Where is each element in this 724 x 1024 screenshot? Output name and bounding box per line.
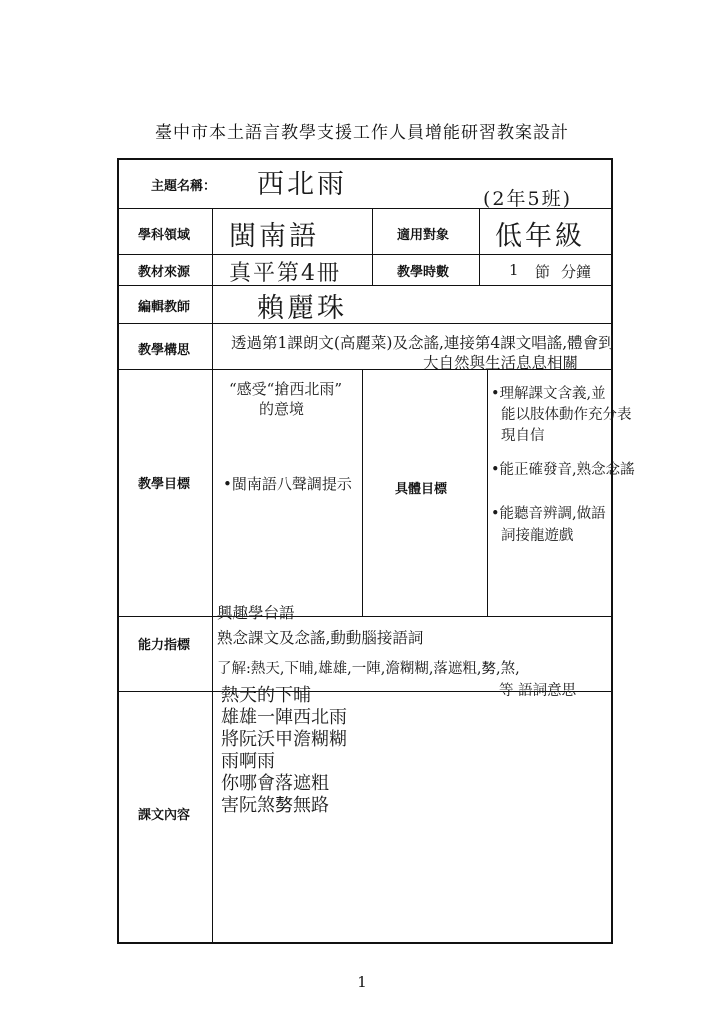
time-minutes: 分鐘	[561, 263, 592, 281]
class-note: (2年5班)	[483, 188, 573, 210]
time-label: 教學時數	[397, 265, 450, 280]
row-divider	[119, 616, 611, 617]
time-count: 1	[509, 261, 519, 279]
column-divider	[487, 369, 488, 616]
ability-line: 興趣學台語	[217, 604, 295, 622]
row-divider	[119, 323, 611, 324]
time-unit: 節	[535, 263, 551, 281]
ability-line: 熟念課文及念謠,動動腦接語詞	[217, 629, 424, 647]
editor-value: 賴麗珠	[257, 293, 347, 324]
concept-label: 教學構思	[138, 343, 191, 358]
text-line: 將阮沃甲澹糊糊	[221, 729, 347, 750]
specific-item: 現自信	[501, 428, 545, 444]
lesson-plan-form	[117, 158, 635, 944]
page-number: 1	[357, 973, 367, 991]
document-title: 臺中市本土語言教學支援工作人員增能研習教案設計	[155, 123, 569, 143]
objectives-label: 教學目標	[138, 477, 191, 492]
audience-label: 適用對象	[397, 228, 450, 243]
specific-item: •理解課文含義,並	[491, 386, 606, 402]
specific-item: •能聽音辨調,做語	[491, 506, 606, 522]
theme-value: 西北雨	[257, 169, 347, 200]
source-value: 真平第4冊	[229, 261, 341, 286]
objective-line-1: “感受“搶西北雨”	[229, 380, 343, 398]
concept-line-2: 大自然與生活息息相關	[423, 354, 579, 372]
column-divider	[372, 208, 373, 285]
text-line: 雨啊雨	[221, 751, 275, 772]
specific-label: 具體目標	[395, 482, 448, 497]
ability-line: 等 語詞意思	[499, 683, 577, 699]
row-divider	[119, 254, 611, 255]
objective-line-2: 的意境	[259, 400, 305, 418]
text-line: 雄雄一陣西北雨	[221, 707, 347, 728]
text-line: 你哪會落遮粗	[221, 773, 329, 794]
theme-label: 主題名稱：	[151, 179, 217, 194]
source-label: 教材來源	[138, 265, 191, 280]
column-divider	[212, 208, 213, 944]
text-line: 害阮煞𠢕無路	[221, 795, 329, 816]
specific-item: •能正確發音,熟念念謠	[491, 462, 635, 478]
ability-line: 了解:熱天,下晡,雄雄,一陣,澹糊糊,落遮粗,𠢕,煞,	[217, 661, 520, 677]
ability-label: 能力指標	[138, 638, 191, 653]
editor-label: 編輯教師	[138, 300, 191, 315]
column-divider	[362, 369, 363, 616]
objective-line-3: •閩南語八聲調提示	[223, 475, 352, 493]
subject-value: 閩南語	[229, 221, 319, 252]
row-divider	[119, 285, 611, 286]
specific-item: 能以肢体動作充分表	[501, 407, 632, 423]
text-content-body	[221, 685, 347, 817]
concept-line-1: 透過第1課朗文(高麗菜)及念謠,連接第4課文唱謠,體會到	[231, 334, 614, 352]
text-content-label: 課文內容	[138, 808, 191, 823]
subject-label: 學科領域	[138, 228, 191, 243]
text-line: 熱天的下晡	[221, 685, 311, 706]
audience-value: 低年級	[495, 221, 585, 252]
column-divider	[479, 208, 480, 285]
specific-item: 詞接龍遊戲	[501, 528, 574, 544]
